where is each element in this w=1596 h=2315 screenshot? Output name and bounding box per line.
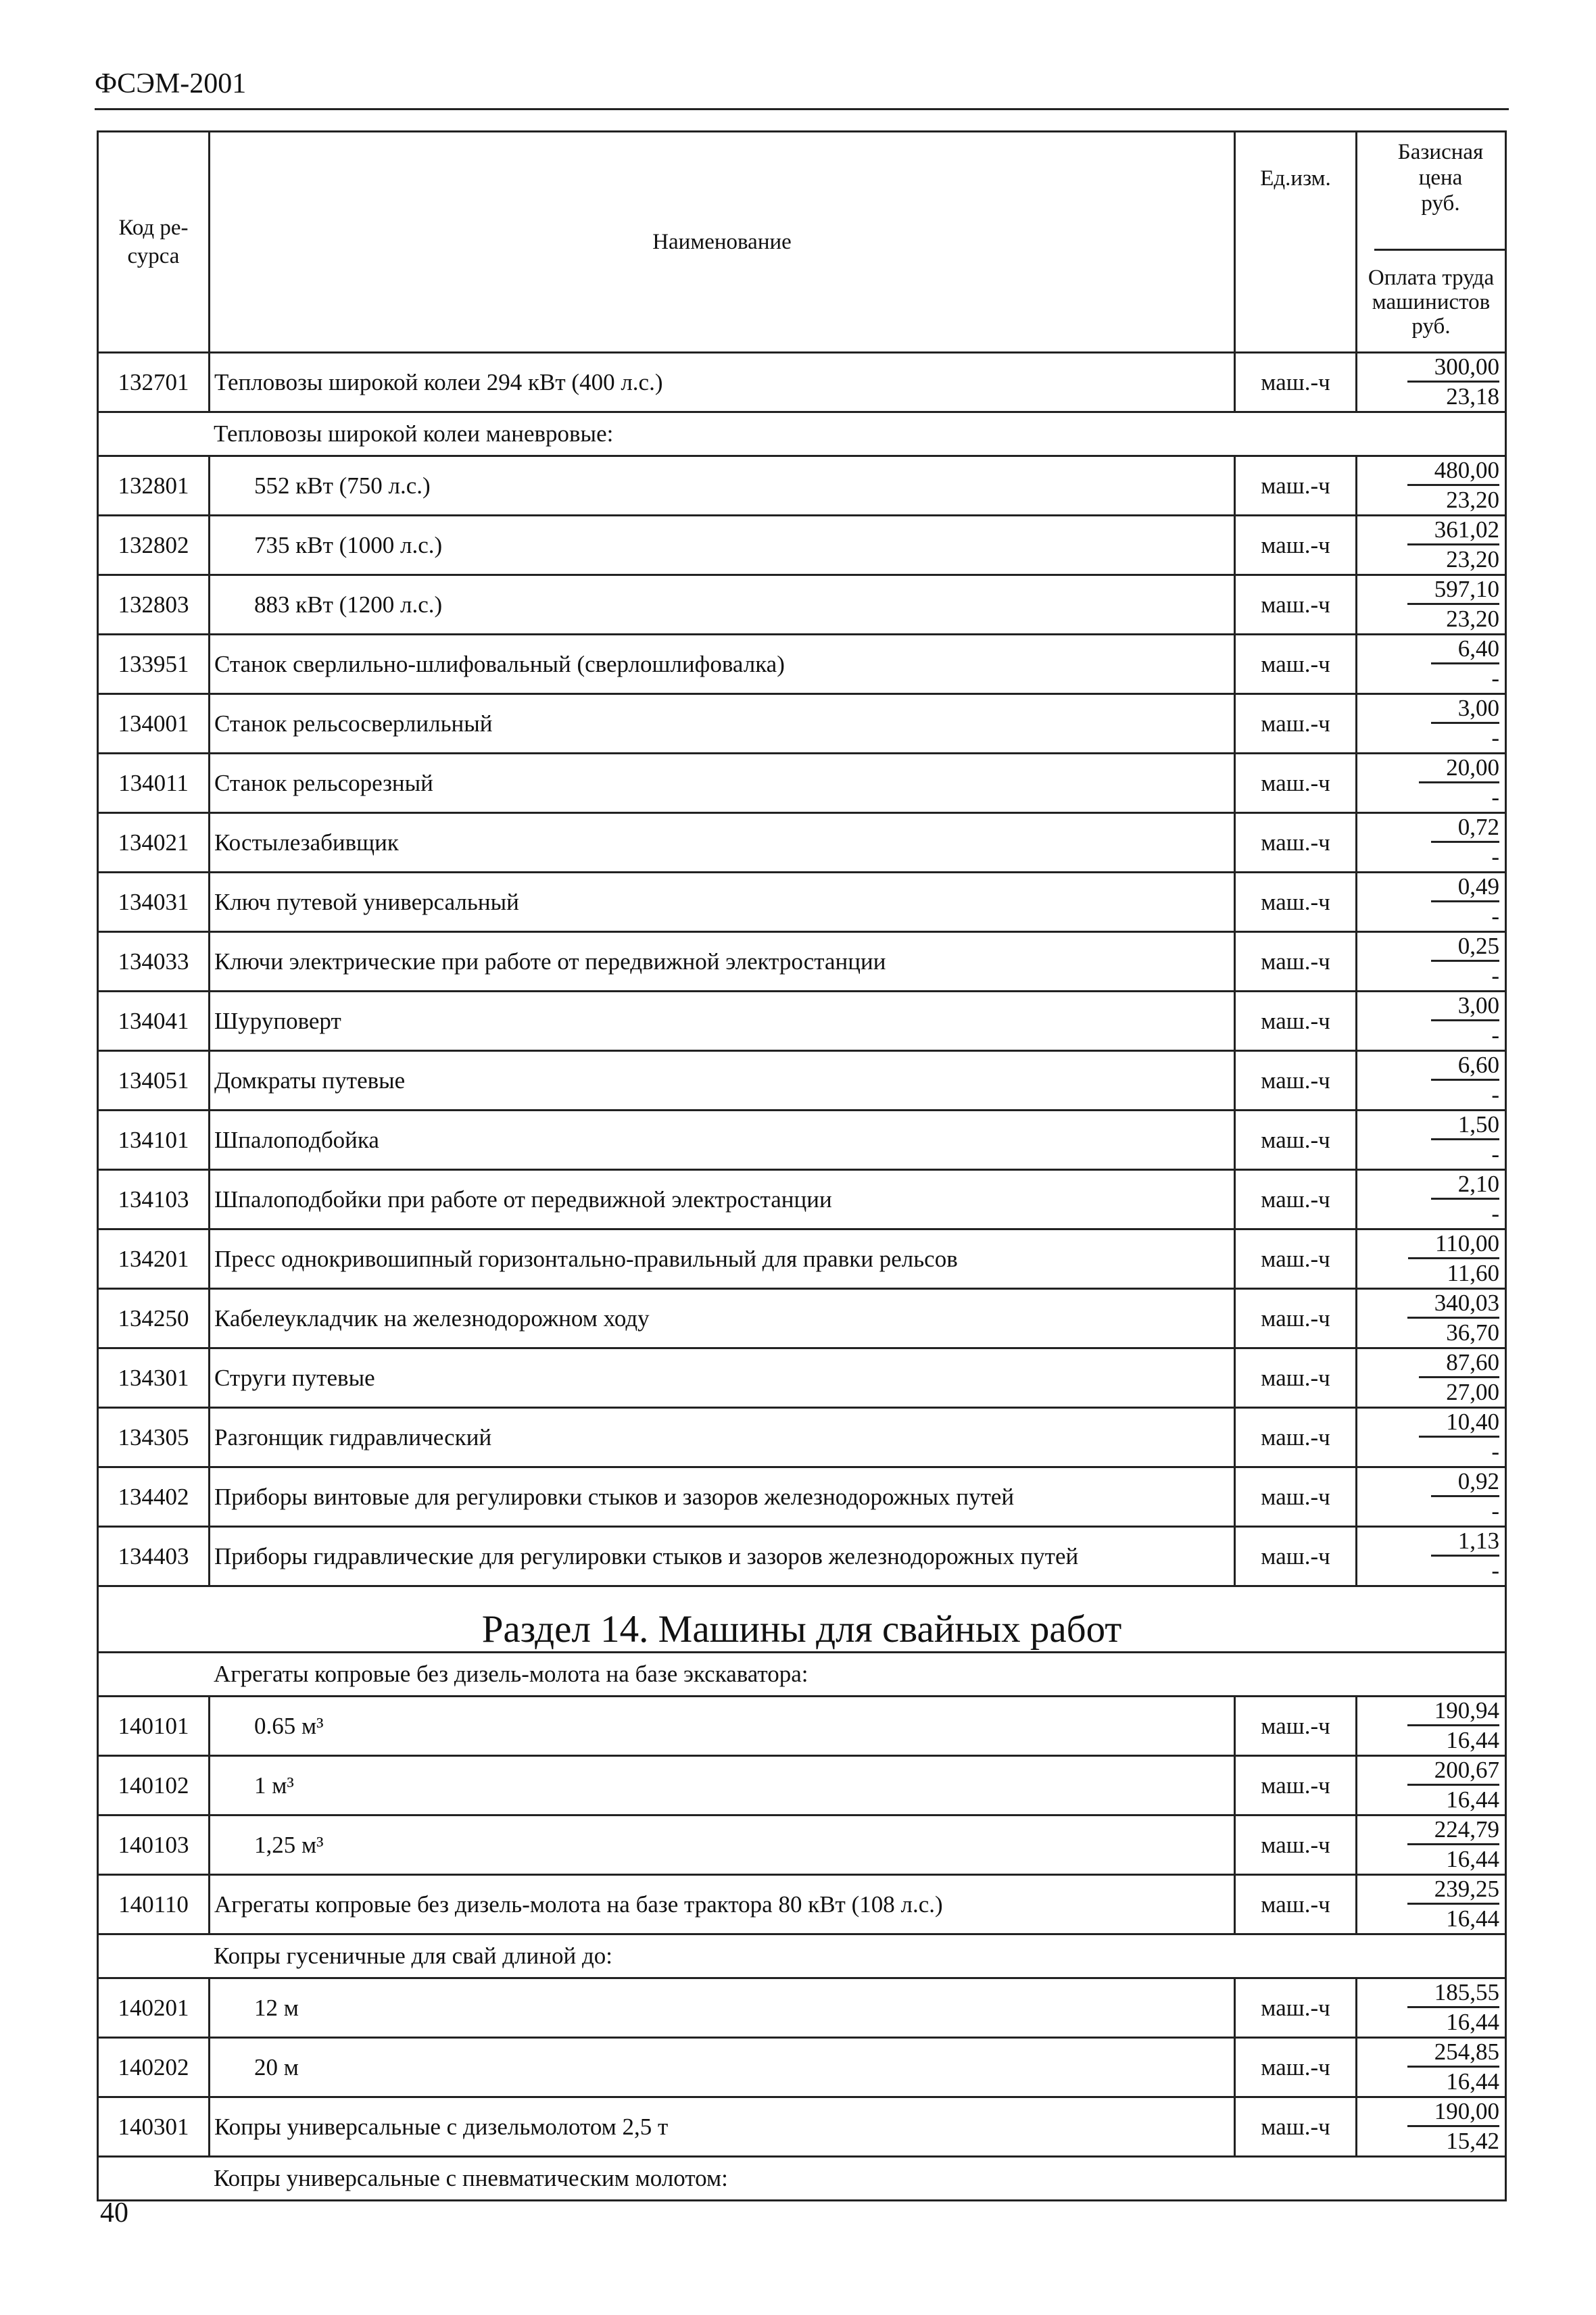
resource-code: 134250 bbox=[98, 1289, 210, 1348]
group-row bbox=[98, 1934, 1506, 1978]
resource-name: 735 кВт (1000 л.с.) bbox=[210, 516, 1235, 575]
resource-name: Костылезабивщик bbox=[210, 813, 1235, 873]
base-price: 6,60 bbox=[1431, 1052, 1499, 1081]
table-row bbox=[98, 1756, 1506, 1816]
labor-price: 16,44 bbox=[1446, 1727, 1499, 1753]
resource-name: Тепловозы широкой колеи 294 кВт (400 л.с.) bbox=[210, 353, 1235, 412]
base-price: 340,03 bbox=[1407, 1290, 1499, 1319]
base-price: 3,00 bbox=[1431, 695, 1499, 724]
table-row bbox=[98, 813, 1506, 873]
price-cell bbox=[1357, 1348, 1506, 1408]
price-cell bbox=[1357, 1467, 1506, 1527]
price-cell bbox=[1357, 353, 1506, 412]
group-title: Агрегаты копровые без дизель-молота на базе экскаватора: bbox=[98, 1653, 1506, 1697]
resource-code: 132803 bbox=[98, 575, 210, 635]
base-price: 254,85 bbox=[1407, 2039, 1499, 2068]
section-row bbox=[98, 1586, 1506, 1653]
resource-code: 134201 bbox=[98, 1229, 210, 1289]
unit: маш.-ч bbox=[1235, 873, 1357, 932]
base-price: 1,50 bbox=[1431, 1111, 1499, 1140]
price-cell bbox=[1357, 1051, 1506, 1111]
resource-name: 20 м bbox=[210, 2038, 1235, 2097]
labor-price: 16,44 bbox=[1446, 1786, 1499, 1813]
price-cell bbox=[1357, 932, 1506, 992]
header-unit-label: Ед.изм. bbox=[1260, 166, 1331, 191]
table-header-row bbox=[98, 132, 1506, 353]
labor-price: - bbox=[1491, 1438, 1499, 1465]
price-cell bbox=[1357, 873, 1506, 932]
group-row bbox=[98, 2157, 1506, 2201]
unit: маш.-ч bbox=[1235, 813, 1357, 873]
table-body bbox=[98, 353, 1506, 2201]
header-name bbox=[210, 132, 1235, 353]
price-cell bbox=[1357, 635, 1506, 694]
base-price: 1,13 bbox=[1431, 1528, 1499, 1557]
base-price: 597,10 bbox=[1407, 576, 1499, 605]
table-row bbox=[98, 1697, 1506, 1756]
labor-price: 16,44 bbox=[1446, 1846, 1499, 1872]
resource-code: 134101 bbox=[98, 1111, 210, 1170]
resource-name: Шуруповерт bbox=[210, 992, 1235, 1051]
resource-name: Агрегаты копровые без дизель-молота на базе трактора 80 кВт (108 л.с.) bbox=[210, 1875, 1235, 1934]
unit: маш.-ч bbox=[1235, 2038, 1357, 2097]
resource-name: Ключи электрические при работе от передвижной электростанции bbox=[210, 932, 1235, 992]
labor-price: 15,42 bbox=[1446, 2128, 1499, 2154]
price-cell bbox=[1357, 1289, 1506, 1348]
resource-code: 140201 bbox=[98, 1978, 210, 2038]
resource-code: 132701 bbox=[98, 353, 210, 412]
resource-code: 140103 bbox=[98, 1816, 210, 1875]
document-code: ФСЭМ-2001 bbox=[95, 68, 247, 99]
resource-code: 132802 bbox=[98, 516, 210, 575]
base-price: 110,00 bbox=[1408, 1230, 1499, 1259]
resource-code: 134305 bbox=[98, 1408, 210, 1467]
resource-code: 140102 bbox=[98, 1756, 210, 1816]
labor-price: 27,00 bbox=[1446, 1379, 1499, 1405]
price-cell bbox=[1357, 1875, 1506, 1934]
table-row bbox=[98, 1816, 1506, 1875]
unit: маш.-ч bbox=[1235, 754, 1357, 813]
unit: маш.-ч bbox=[1235, 1229, 1357, 1289]
group-title: Тепловозы широкой колеи маневровые: bbox=[98, 412, 1506, 456]
table-row bbox=[98, 1051, 1506, 1111]
labor-price: - bbox=[1491, 1200, 1499, 1227]
base-price: 2,10 bbox=[1431, 1171, 1499, 1200]
header-code bbox=[98, 132, 210, 353]
resource-name: Кабелеукладчик на железнодорожном ходу bbox=[210, 1289, 1235, 1348]
price-cell bbox=[1357, 2097, 1506, 2157]
unit: маш.-ч bbox=[1235, 1408, 1357, 1467]
unit: маш.-ч bbox=[1235, 1051, 1357, 1111]
price-cell bbox=[1357, 2038, 1506, 2097]
base-price: 300,00 bbox=[1407, 354, 1499, 383]
table-row bbox=[98, 1978, 1506, 2038]
unit: маш.-ч bbox=[1235, 1170, 1357, 1229]
price-cell bbox=[1357, 754, 1506, 813]
group-title: Копры универсальные с пневматическим молотом: bbox=[98, 2157, 1506, 2201]
price-cell bbox=[1357, 1408, 1506, 1467]
price-cell bbox=[1357, 1111, 1506, 1170]
table-row bbox=[98, 1111, 1506, 1170]
base-price: 87,60 bbox=[1419, 1349, 1499, 1378]
resource-name: Шпалоподбойки при работе от передвижной электростанции bbox=[210, 1170, 1235, 1229]
labor-price: 16,44 bbox=[1446, 1905, 1499, 1932]
unit: маш.-ч bbox=[1235, 575, 1357, 635]
price-cell bbox=[1357, 694, 1506, 754]
base-price: 190,94 bbox=[1407, 1697, 1499, 1726]
price-cell bbox=[1357, 1527, 1506, 1586]
price-cell bbox=[1357, 516, 1506, 575]
table-row bbox=[98, 873, 1506, 932]
group-title: Копры гусеничные для свай длиной до: bbox=[98, 1934, 1506, 1978]
resource-code: 134021 bbox=[98, 813, 210, 873]
price-cell bbox=[1357, 1756, 1506, 1816]
table-row bbox=[98, 1170, 1506, 1229]
base-price: 190,00 bbox=[1407, 2098, 1499, 2127]
table-row bbox=[98, 1408, 1506, 1467]
base-price: 20,00 bbox=[1419, 754, 1499, 783]
resource-name: Станок сверлильно-шлифовальный (сверлошлифовалка) bbox=[210, 635, 1235, 694]
price-cell bbox=[1357, 456, 1506, 516]
labor-price: - bbox=[1491, 1498, 1499, 1524]
resource-name: Приборы гидравлические для регулировки стыков и зазоров железнодорожных путей bbox=[210, 1527, 1235, 1586]
unit: маш.-ч bbox=[1235, 1875, 1357, 1934]
base-price: 480,00 bbox=[1407, 457, 1499, 486]
header-price-labor bbox=[1357, 251, 1505, 339]
labor-price: - bbox=[1491, 1081, 1499, 1108]
labor-price: - bbox=[1491, 1557, 1499, 1584]
labor-price: - bbox=[1491, 665, 1499, 691]
resource-name: Станок рельсосверлильный bbox=[210, 694, 1235, 754]
table-row bbox=[98, 1348, 1506, 1408]
base-price: 6,40 bbox=[1431, 635, 1499, 664]
labor-price: 23,20 bbox=[1446, 487, 1499, 513]
unit: маш.-ч bbox=[1235, 353, 1357, 412]
price-cell bbox=[1357, 1978, 1506, 2038]
table-row bbox=[98, 992, 1506, 1051]
unit: маш.-ч bbox=[1235, 1348, 1357, 1408]
header-price-labor-label: Оплата труда машинистов руб. bbox=[1368, 266, 1495, 339]
resource-name: Разгонщик гидравлический bbox=[210, 1408, 1235, 1467]
header-price bbox=[1357, 132, 1506, 353]
resource-code: 140110 bbox=[98, 1875, 210, 1934]
table-row bbox=[98, 575, 1506, 635]
header-unit bbox=[1235, 132, 1357, 353]
resource-code: 134011 bbox=[98, 754, 210, 813]
table-row bbox=[98, 1527, 1506, 1586]
unit: маш.-ч bbox=[1235, 635, 1357, 694]
resource-name: 1 м³ bbox=[210, 1756, 1235, 1816]
base-price: 3,00 bbox=[1431, 992, 1499, 1021]
group-row bbox=[98, 1653, 1506, 1697]
unit: маш.-ч bbox=[1235, 992, 1357, 1051]
price-cell bbox=[1357, 575, 1506, 635]
table-row bbox=[98, 516, 1506, 575]
labor-price: - bbox=[1491, 1141, 1499, 1167]
labor-price: 23,18 bbox=[1446, 383, 1499, 410]
resource-name: Копры универсальные с дизельмолотом 2,5 т bbox=[210, 2097, 1235, 2157]
unit: маш.-ч bbox=[1235, 1467, 1357, 1527]
table-row bbox=[98, 1229, 1506, 1289]
base-price: 0,25 bbox=[1431, 933, 1499, 962]
resource-code: 134402 bbox=[98, 1467, 210, 1527]
unit: маш.-ч bbox=[1235, 1289, 1357, 1348]
resource-name: 12 м bbox=[210, 1978, 1235, 2038]
resource-name: Ключ путевой универсальный bbox=[210, 873, 1235, 932]
price-cell bbox=[1357, 1697, 1506, 1756]
labor-price: - bbox=[1491, 903, 1499, 929]
table-row bbox=[98, 353, 1506, 412]
base-price: 10,40 bbox=[1419, 1409, 1499, 1438]
table-row bbox=[98, 635, 1506, 694]
resource-name: Пресс однокривошипный горизонтально-правильный для правки рельсов bbox=[210, 1229, 1235, 1289]
unit: маш.-ч bbox=[1235, 932, 1357, 992]
labor-price: - bbox=[1491, 844, 1499, 870]
labor-price: - bbox=[1491, 725, 1499, 751]
labor-price: - bbox=[1491, 1022, 1499, 1048]
price-table bbox=[97, 130, 1507, 2201]
base-price: 0,92 bbox=[1431, 1468, 1499, 1497]
labor-price: 23,20 bbox=[1446, 546, 1499, 572]
table-row bbox=[98, 2038, 1506, 2097]
resource-name: Станок рельсорезный bbox=[210, 754, 1235, 813]
resource-code: 134041 bbox=[98, 992, 210, 1051]
table-row bbox=[98, 456, 1506, 516]
base-price: 239,25 bbox=[1407, 1876, 1499, 1905]
base-price: 0,72 bbox=[1431, 814, 1499, 843]
resource-name: Приборы винтовые для регулировки стыков и зазоров железнодорожных путей bbox=[210, 1467, 1235, 1527]
table-row bbox=[98, 1467, 1506, 1527]
page-number: 40 bbox=[100, 2197, 128, 2228]
unit: маш.-ч bbox=[1235, 516, 1357, 575]
resource-code: 134033 bbox=[98, 932, 210, 992]
base-price: 185,55 bbox=[1407, 1979, 1499, 2008]
header-name-label: Наименование bbox=[652, 229, 792, 254]
table-row bbox=[98, 754, 1506, 813]
resource-name: Шпалоподбойка bbox=[210, 1111, 1235, 1170]
unit: маш.-ч bbox=[1235, 1697, 1357, 1756]
base-price: 224,79 bbox=[1407, 1816, 1499, 1845]
labor-price: 16,44 bbox=[1446, 2068, 1499, 2095]
resource-name: Домкраты путевые bbox=[210, 1051, 1235, 1111]
header-code-label: Код ре- сурса bbox=[118, 216, 189, 268]
labor-price: 23,20 bbox=[1446, 606, 1499, 632]
resource-code: 134031 bbox=[98, 873, 210, 932]
unit: маш.-ч bbox=[1235, 1816, 1357, 1875]
labor-price: - bbox=[1491, 962, 1499, 989]
resource-code: 140101 bbox=[98, 1697, 210, 1756]
price-cell bbox=[1357, 1170, 1506, 1229]
price-cell bbox=[1357, 813, 1506, 873]
price-cell bbox=[1357, 1816, 1506, 1875]
resource-name: 552 кВт (750 л.с.) bbox=[210, 456, 1235, 516]
section-title: Раздел 14. Машины для свайных работ bbox=[98, 1586, 1506, 1653]
unit: маш.-ч bbox=[1235, 1527, 1357, 1586]
table-row bbox=[98, 1875, 1506, 1934]
labor-price: 16,44 bbox=[1446, 2009, 1499, 2035]
unit: маш.-ч bbox=[1235, 1978, 1357, 2038]
resource-code: 140301 bbox=[98, 2097, 210, 2157]
base-price: 200,67 bbox=[1407, 1757, 1499, 1786]
unit: маш.-ч bbox=[1235, 1111, 1357, 1170]
resource-code: 134403 bbox=[98, 1527, 210, 1586]
table-row bbox=[98, 932, 1506, 992]
header-rule bbox=[95, 108, 1509, 110]
resource-name: 1,25 м³ bbox=[210, 1816, 1235, 1875]
labor-price: - bbox=[1491, 784, 1499, 810]
price-cell bbox=[1357, 992, 1506, 1051]
resource-name: Струги путевые bbox=[210, 1348, 1235, 1408]
labor-price: 11,60 bbox=[1447, 1260, 1499, 1286]
header-price-base bbox=[1374, 132, 1507, 251]
base-price: 0,49 bbox=[1431, 873, 1499, 902]
group-row bbox=[98, 412, 1506, 456]
unit: маш.-ч bbox=[1235, 694, 1357, 754]
resource-name: 883 кВт (1200 л.с.) bbox=[210, 575, 1235, 635]
unit: маш.-ч bbox=[1235, 456, 1357, 516]
price-cell bbox=[1357, 1229, 1506, 1289]
header-price-base-label: Базисная цена руб. bbox=[1397, 140, 1484, 216]
resource-code: 134103 bbox=[98, 1170, 210, 1229]
resource-code: 134001 bbox=[98, 694, 210, 754]
unit: маш.-ч bbox=[1235, 1756, 1357, 1816]
resource-code: 132801 bbox=[98, 456, 210, 516]
resource-code: 134051 bbox=[98, 1051, 210, 1111]
resource-code: 140202 bbox=[98, 2038, 210, 2097]
labor-price: 36,70 bbox=[1446, 1319, 1499, 1346]
table-row bbox=[98, 1289, 1506, 1348]
resource-code: 133951 bbox=[98, 635, 210, 694]
resource-name: 0.65 м³ bbox=[210, 1697, 1235, 1756]
base-price: 361,02 bbox=[1407, 516, 1499, 545]
resource-code: 134301 bbox=[98, 1348, 210, 1408]
unit: маш.-ч bbox=[1235, 2097, 1357, 2157]
table-row bbox=[98, 2097, 1506, 2157]
table-row bbox=[98, 694, 1506, 754]
